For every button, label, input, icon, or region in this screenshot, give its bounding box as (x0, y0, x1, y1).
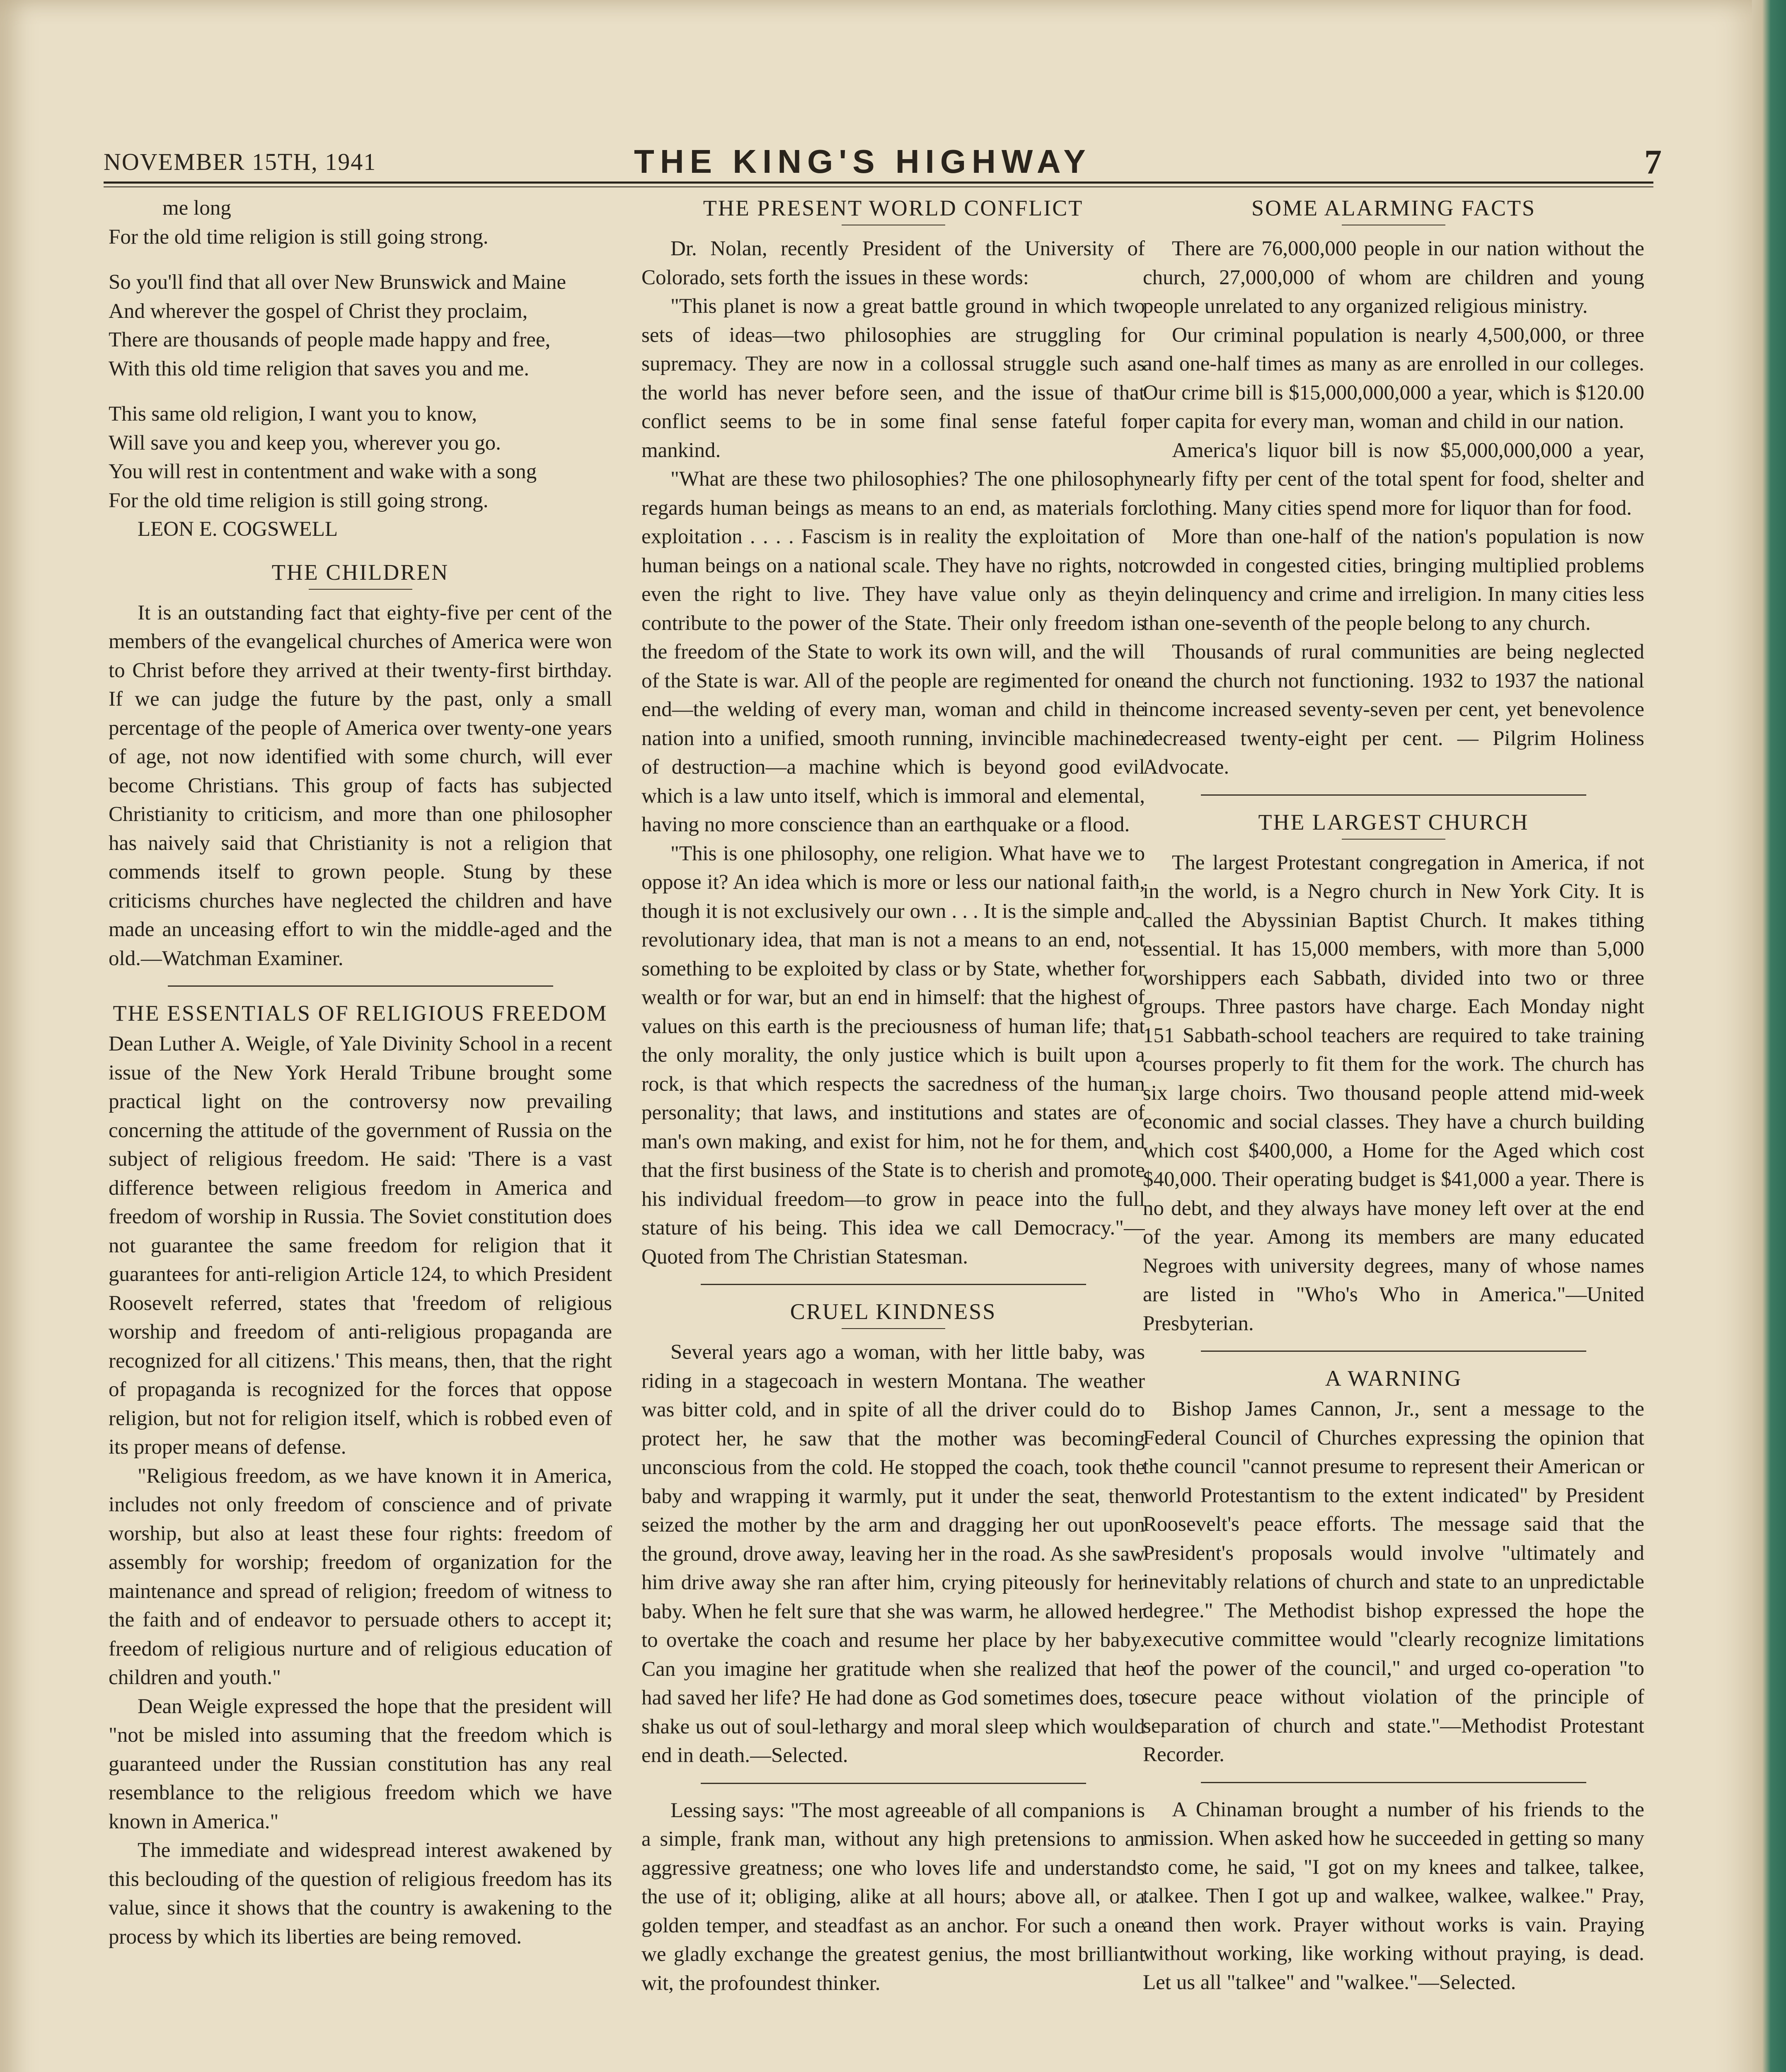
section-title-children: THE CHILDREN (271, 559, 449, 585)
paragraph: It is an outstanding fact that eighty-five per cent of the members of the evangelical churches of America were won to Christ before they arrived at their twenty-first birthday. If we can judge the future by the past, only a small percentage of the people of America over twenty-one years of age, not now identified with some church, will ever become Christians. This group of facts has subjected Christianity to criticism, and more than one philosopher has naively said that Christianity is not a religion that commends itself to grown people. Stung by these criticisms churches have neglected the children and have made an unceasing effort to win the middle-aged and the old.—Watchman Examiner. (109, 601, 612, 970)
paragraph: Thousands of rural communities are being neglected and the church not functioning. 1932 to 1937 the national income increased seventy-seven per cent, yet benevolence decreased twenty-eight per cent. — Pilgrim Holiness Advocate. (1143, 640, 1644, 779)
column-3 (1143, 194, 1644, 2072)
paragraph: Several years ago a woman, with her little baby, was riding in a stagecoach in western Montana. The weather was bitter cold, and in spite of all the driver could do to protect her, he saw that the mother was becoming unconscious from the cold. He stopped the coach, took the baby and wrapping it warmly, put it under the seat, then seized the mother by the arm and dragging her out upon the ground, drove away, leaving her in the road. As she saw him drive away she ran after him, crying piteously for her baby. When he felt sure that she was warm, he allowed her to overtake the coach and resume her place by her baby. Can you imagine her gratitude when she realized that he had saved her life? He had done as God sometimes does, to shake us out of soul-lethargy and moral sleep which would end in death.—Selected. (641, 1341, 1145, 1767)
stanza-break (109, 252, 612, 268)
paragraph: "This is one philosophy, one religion. What have we to oppose it? An idea which is more or less our national faith, though it is not exclusively our own . . . It is the simple and revolutionary idea, that man is not a means to an end, not something to be exploited by class or by State, whether for wealth or for war, but an end in himself: that the highest of values on this earth is the preciousness of human life; that the only morality, the only justice which is built upon a rock, is that which respects the sacredness of the human personality; that laws, and institutions and states are of man's own making, and exist for him, not he for them, and that the first business of the State is to cherish and promote his individual freedom—to grow in peace into the full stature of his being. This idea we call Democracy."—Quoted from The Christian Statesman. (641, 842, 1145, 1268)
section-title-world-conflict: THE PRESENT WORLD CONFLICT (703, 196, 1084, 220)
poem-line: Will save you and keep you, wherever you go. (109, 431, 501, 455)
paragraph: "What are these two philosophies? The one philosophy regards human beings as means to an end, as materials for exploitation . . . . Fascism is in reality the exploitation of human beings on a national scale. They have no rights, not even the right to live. They have value only as they contribute to the power of the State. Their only freedom is the freedom of the State to work its own will, and the will of the State is war. All of the people are regimented for one end—the welding of every man, woman and child in the nation into a unified, smooth running, invincible machine of destruction—a machine which is beyond good evil which is a law unto itself, which is immoral and elemental, having no more conscience than an earthquake or a flood. (641, 467, 1145, 836)
poem-line: For the old time religion is still going strong. (109, 225, 489, 249)
paragraph: A Chinaman brought a number of his friends to the mission. When asked how he succeeded in getting so many to come, he said, "I got on my knees and talkee, talkee, talkee. Then I got up and walkee, walkee, walkee." Pray, and then work. Prayer without works is vain. Praying without working, like working without praying, is dead. Let us all "talkee" and "walkee."—Selected. (1143, 1798, 1644, 1994)
poem-line: This same old religion, I want you to know, (109, 402, 477, 426)
paragraph: The largest Protestant congregation in America, if not in the world, is a Negro church in New York City. It is called the Abyssinian Baptist Church. It makes tithing essential. It has 15,000 members, with more than 5,000 worshippers each Sabbath, divided into two or three groups. Three pastors have charge. Each Monday night 151 Sabbath-school teachers are required to take training courses properly to fit them for the work. The church has six large choirs. Two thousand people attend mid-week economic and social classes. They have a church building which cost $400,000, a Home for the Aged which cost $40,000. Their operating budget is $41,000 a year. There is no debt, and they always have money left over at the end of the year. Among its members are many educated Negroes with university degrees, many of whose names are listed in "Who's Who in America."—United Presbyterian. (1143, 851, 1644, 1335)
header-rule-thin (104, 186, 1653, 187)
page-number: 7 (1644, 143, 1662, 182)
paragraph: Bishop James Cannon, Jr., sent a message to the Federal Council of Churches expressing the opinion that the council "cannot presume to represent their American or world Protestantism to the extent indicated" by President Roosevelt's peace efforts. The message said that the President's proposals would involve "ultimately and inevitably relations of church and state to an unpredictable degree." The Methodist bishop expressed the hope the executive committee would "clearly recognize limitations of the power of the council," and urged co-operation "to secure peace without violation of the principle of separation of church and state."—Methodist Protestant Recorder. (1143, 1397, 1644, 1766)
paragraph: Lessing says: "The most agreeable of all companions is a simple, frank man, without any high pretensions to an aggressive greatness; one who loves life and understands the use of it; obliging, alike at all hours; above all, or a golden temper, and steadfast as an anchor. For such a one we gladly exchange the greatest genius, the most brilliant wit, the profoundest thinker. (641, 1798, 1145, 1995)
poem (109, 194, 612, 515)
poem-line: You will rest in contentment and wake with a song (109, 460, 537, 483)
paragraph: More than one-half of the nation's population is now crowded in congested cities, bringing multiplied problems in delinquency and crime and irreligion. In many cities less than one-seventh of the people belong to any church. (1143, 525, 1644, 635)
paragraph: Dr. Nolan, recently President of the University of Colorado, sets forth the issues in these words: (641, 237, 1145, 289)
section-title-largest-church: THE LARGEST CHURCH (1258, 809, 1529, 835)
book-binding-edge (1752, 0, 1786, 2072)
section-divider (701, 1783, 1086, 1784)
poem-line: For the old time religion is still going strong. (109, 489, 489, 512)
poem-line: So you'll find that all over New Brunswick and Maine (109, 271, 566, 294)
title-rule (1342, 839, 1445, 840)
paragraph: "This planet is now a great battle ground in which two sets of ideas—two philosophies are struggling for supremacy. They are now in a collossal struggle such as the world has never before seen, and the issue of that conflict seems to be in some final sense fateful for mankind. (641, 295, 1145, 462)
title-rule (309, 589, 412, 590)
paragraph: There are 76,000,000 people in our nation without the church, 27,000,000 of whom are children and young people unrelated to any organized religious ministry. (1143, 237, 1644, 318)
poem-line: me long (162, 196, 231, 220)
paragraph: America's liquor bill is now $5,000,000,000 a year, nearly fifty per cent of the total spent for food, shelter and clothing. Many cities spend more for liquor than for food. (1143, 438, 1644, 520)
issue-date: NOVEMBER 15TH, 1941 (104, 148, 377, 175)
stanza-break (109, 383, 612, 400)
section-title-essentials: THE ESSENTIALS OF RELIGIOUS FREEDOM (113, 1001, 608, 1026)
title-rule (842, 1328, 945, 1329)
section-title-cruel-kindness: CRUEL KINDNESS (790, 1299, 997, 1324)
section-divider (701, 1284, 1086, 1285)
paragraph: Dean Luther A. Weigle, of Yale Divinity School in a recent issue of the New York Herald Tribune brought some practical light on the controversy now prevailing concerning the attitude of the government of Russia on the subject of religious freedom. He said: 'There is a vast difference between religious freedom in America and freedom of worship in Russia. The Soviet constitution does not guarantee the same freedom for religion that it guarantees for anti-religion Article 124, to which President Roosevelt referred, states that 'freedom of religious worship and freedom of anti-religious propaganda are recognized for all citizens.' This means, then, that the right of propaganda is recognized for the forces that oppose religion, but not for religion itself, which is robbed even of its proper means of defense. (109, 1032, 612, 1459)
header-rule (104, 182, 1653, 184)
section-divider (1201, 1351, 1586, 1352)
section-divider (1201, 1782, 1586, 1783)
poem-author: LEON E. COGSWELL (138, 518, 338, 541)
running-head (104, 137, 1662, 182)
paragraph: Dean Weigle expressed the hope that the president will "not be misled into assuming that the freedom which is guaranteed under the Russian constitution has any real resemblance to the religious freedom which we have known in America." (109, 1694, 612, 1833)
section-divider (168, 985, 553, 987)
section-title-alarming: SOME ALARMING FACTS (1251, 196, 1536, 220)
column-1 (109, 194, 612, 2072)
section-title-warning: A WARNING (1325, 1366, 1462, 1391)
column-2 (641, 194, 1145, 2072)
poem-line: There are thousands of people made happy and free, (109, 328, 551, 351)
paragraph: "Religious freedom, as we have known it in America, includes not only freedom of conscience and of private worship, but also at least these four rights: freedom of assembly for worship; freedom of organization for the maintenance and spread of religion; freedom of witness to the faith and of endeavor to persuade others to accept it; freedom of religious nurture and of religious education of children and youth." (109, 1464, 612, 1689)
paragraph: Our criminal population is nearly 4,500,000, or three and one-half times as many as are enrolled in our colleges. Our crime bill is $15,000,000,000 a year, which is $120.00 per capita for every man, woman and child in our nation. (1143, 323, 1644, 433)
poem-line: With this old time religion that saves you and me. (109, 357, 529, 380)
publication-title: THE KING'S HIGHWAY (634, 143, 1091, 180)
poem-line: And wherever the gospel of Christ they proclaim, (109, 299, 528, 323)
paragraph: The immediate and widespread interest awakened by this beclouding of the question of religious freedom has its value, since it shows that the country is awakening to the process by which its liberties are being removed. (109, 1839, 612, 1949)
section-divider (1201, 794, 1586, 796)
